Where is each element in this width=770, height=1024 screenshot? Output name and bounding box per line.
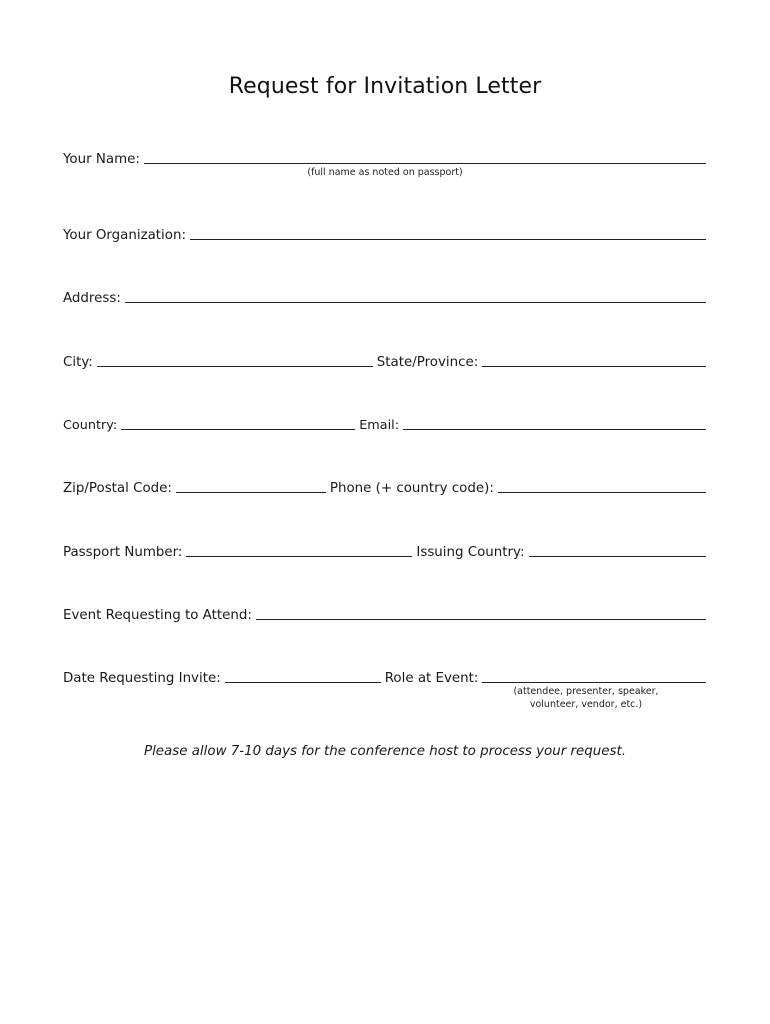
passport-label: Passport Number: bbox=[63, 545, 183, 560]
name-label: Your Name: bbox=[63, 152, 140, 167]
state-label: State/Province: bbox=[376, 355, 479, 370]
passport-row bbox=[63, 539, 706, 561]
processing-note: Please allow 7-10 days for the conference host to process your request. bbox=[144, 744, 626, 759]
country-label: Country: bbox=[63, 418, 118, 433]
address-field[interactable] bbox=[125, 302, 706, 303]
phone-label: Phone (+ country code): bbox=[329, 481, 494, 496]
issuing-country-label: Issuing Country: bbox=[416, 545, 525, 560]
country-field[interactable] bbox=[121, 429, 355, 430]
phone-field[interactable] bbox=[498, 492, 706, 493]
date-role-row bbox=[63, 665, 706, 687]
page-title: Request for Invitation Letter bbox=[228, 74, 542, 99]
email-label: Email: bbox=[359, 418, 400, 433]
name-field[interactable] bbox=[144, 163, 706, 164]
organization-label: Your Organization: bbox=[63, 228, 186, 243]
date-label: Date Requesting Invite: bbox=[63, 671, 221, 686]
city-label: City: bbox=[63, 355, 93, 370]
country-email-row bbox=[63, 412, 706, 434]
address-row bbox=[63, 285, 706, 307]
zip-field[interactable] bbox=[176, 492, 326, 493]
city-state-row bbox=[63, 349, 706, 371]
address-label: Address: bbox=[63, 291, 121, 306]
event-field[interactable] bbox=[256, 619, 706, 620]
zip-phone-row bbox=[63, 475, 706, 497]
role-hint-line-1: (attendee, presenter, speaker, bbox=[513, 686, 659, 697]
name-row bbox=[63, 146, 706, 168]
role-field[interactable] bbox=[482, 682, 706, 683]
name-hint: (full name as noted on passport) bbox=[307, 167, 463, 178]
zip-label: Zip/Postal Code: bbox=[63, 481, 172, 496]
organization-row bbox=[63, 222, 706, 244]
event-label: Event Requesting to Attend: bbox=[63, 608, 252, 623]
organization-field[interactable] bbox=[190, 239, 706, 240]
role-label: Role at Event: bbox=[384, 671, 479, 686]
passport-field[interactable] bbox=[186, 556, 412, 557]
issuing-country-field[interactable] bbox=[529, 556, 707, 557]
date-field[interactable] bbox=[225, 682, 381, 683]
state-field[interactable] bbox=[482, 366, 706, 367]
event-row bbox=[63, 602, 706, 624]
role-hint-line-2: volunteer, vendor, etc.) bbox=[529, 699, 643, 710]
city-field[interactable] bbox=[97, 366, 373, 367]
role-hint bbox=[496, 685, 676, 711]
email-field[interactable] bbox=[403, 429, 706, 430]
